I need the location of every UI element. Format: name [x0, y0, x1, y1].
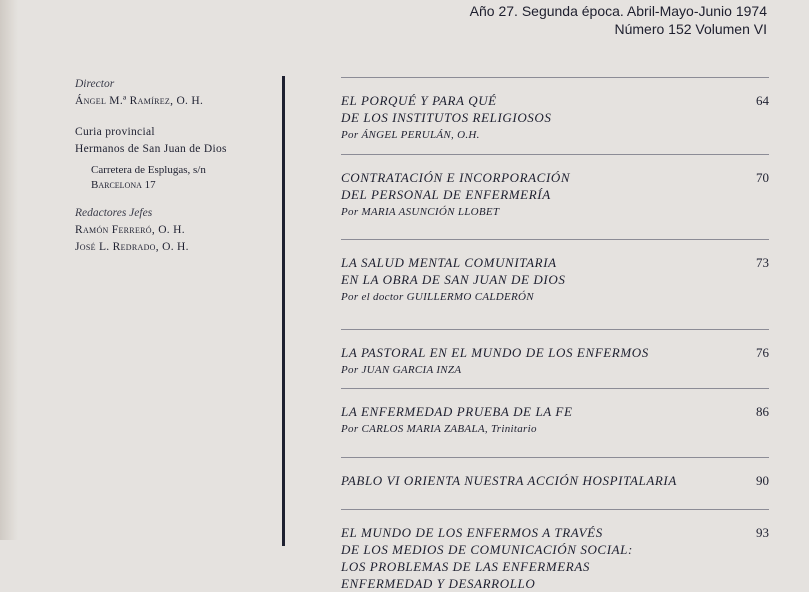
toc-entry-title: CONTRATACIÓN E INCORPORACIÓN DEL PERSONAL DE ENFERMERÍA: [341, 170, 571, 202]
toc-entry[interactable]: [341, 509, 769, 592]
address-line-2: Barcelona 17: [91, 179, 156, 191]
toc-entry-author: Por JUAN GARCIA INZA: [341, 364, 462, 376]
issue-header: [470, 2, 767, 38]
toc-entry[interactable]: [341, 329, 769, 388]
toc-entry[interactable]: [341, 239, 769, 329]
toc-entry-page: 76: [756, 345, 769, 360]
toc-entry-author: Por ÁNGEL PERULÁN, O.H.: [341, 129, 480, 141]
toc-entry-page: 70: [756, 170, 769, 185]
curia-line-1: Curia provincial: [75, 126, 155, 138]
toc-entry[interactable]: [341, 154, 769, 239]
curia-line-2: Hermanos de San Juan de Dios: [75, 143, 227, 155]
page-binding-edge: [0, 0, 18, 540]
toc-entry-author: Por el doctor GUILLERMO CALDERÓN: [341, 291, 534, 303]
toc-entry-title: LA PASTORAL EN EL MUNDO DE LOS ENFERMOS: [341, 345, 649, 360]
toc-entry-page: 73: [756, 255, 769, 270]
editor-2: José L. Redrado, O. H.: [75, 241, 189, 253]
toc-entry-page: 64: [756, 93, 769, 108]
director-label: Director: [75, 78, 115, 90]
vertical-divider: [282, 76, 285, 546]
toc-entry-page: 86: [756, 404, 769, 419]
toc-entry-title: PABLO VI ORIENTA NUESTRA ACCIÓN HOSPITALARIA: [341, 473, 677, 488]
director-name: Ángel M.ª Ramírez, O. H.: [75, 95, 204, 107]
editors-label: Redactores Jefes: [75, 207, 153, 219]
toc-entry-page: 90: [756, 473, 769, 488]
toc-entry-author: Por CARLOS MARIA ZABALA, Trinitario: [341, 423, 537, 435]
address-line-1: Carretera de Esplugas, s/n: [91, 164, 206, 176]
editor-1: Ramón Ferreró, O. H.: [75, 224, 185, 236]
toc-entry-title: EL PORQUÉ Y PARA QUÉ DE LOS INSTITUTOS RELIGIOSOS: [341, 93, 552, 125]
toc-entry-title: EL MUNDO DE LOS ENFERMOS A TRAVÉS DE LOS MEDIOS DE COMUNICACIÓN SOCIAL: LOS PROBLEMAS DE LAS ENFERMERAS ENFERMEDAD Y DESARROLLO: [341, 525, 633, 591]
toc-entry[interactable]: [341, 388, 769, 457]
issue-number-line: Número 152 Volumen VI: [614, 21, 767, 37]
masthead: [75, 78, 275, 270]
toc-entry-author: Por MARIA ASUNCIÓN LLOBET: [341, 206, 500, 218]
toc-entry[interactable]: [341, 77, 769, 154]
toc-entry-title: LA ENFERMEDAD PRUEBA DE LA FE: [341, 404, 573, 419]
toc-entry[interactable]: [341, 457, 769, 509]
table-of-contents: [341, 77, 769, 592]
toc-entry-page: 93: [756, 525, 769, 540]
toc-entry-title: LA SALUD MENTAL COMUNITARIA EN LA OBRA DE SAN JUAN DE DIOS: [341, 255, 566, 287]
issue-date-line: Año 27. Segunda época. Abril-Mayo-Junio 1974: [469, 3, 767, 19]
